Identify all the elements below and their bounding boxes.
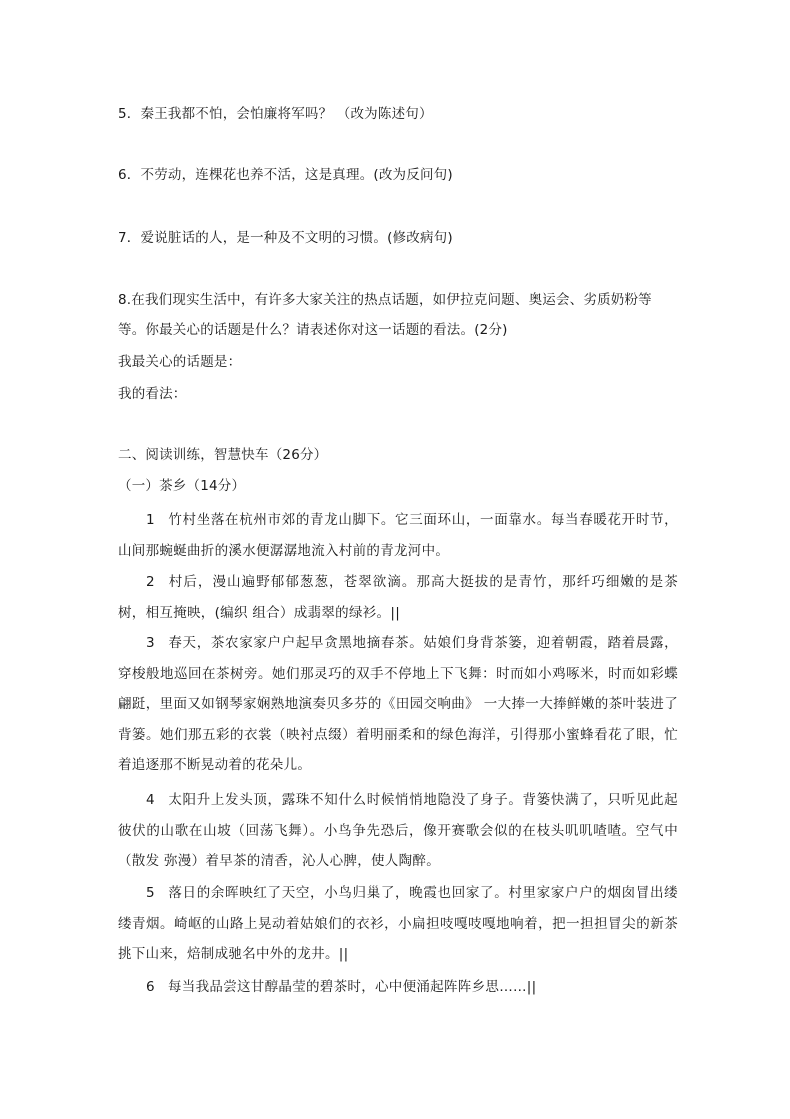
- question-8-topic-prompt: 我最关心的话题是：: [118, 354, 242, 370]
- passage-paragraph-5: [118, 878, 678, 970]
- question-8-opinion-prompt: 我的看法：: [118, 386, 187, 402]
- passage-paragraph-6: [118, 972, 678, 1003]
- passage-paragraph-2: [118, 567, 678, 628]
- paragraph-text: 每当我品尝这甘醇晶莹的碧茶时，心中便涌起阵阵乡思……||: [168, 979, 537, 995]
- question-8-line-2: 等。你最关心的话题是什么？请表述你对这一话题的看法。(2分): [118, 322, 508, 338]
- passage-paragraph-3: [118, 628, 678, 781]
- passage-paragraph-1: [118, 505, 678, 566]
- paragraph-number: 2: [146, 574, 155, 590]
- paragraph-text: 村后，漫山遍野郁郁葱葱，苍翠欲滴。那高大挺拔的是青竹，那纤巧细嫩的是茶树，相互掩映，(编织 组合）成翡翠的绿衫。||: [118, 574, 678, 621]
- passage-title: （一）茶乡（14分）: [118, 478, 246, 494]
- paragraph-text: 落日的余晖映红了天空，小鸟归巢了，晚霞也回家了。村里家家户户的烟囱冒出缕缕青烟。崎岖的山路上晃动着姑娘们的衣衫，小扁担吱嘎吱嘎地响着，把一担担冒尖的新茶挑下山来，焙制成驰名中外的龙井。||: [118, 885, 678, 962]
- paragraph-number: 1: [146, 512, 155, 528]
- passage-paragraph-4: [118, 785, 678, 877]
- section-2-heading: 二、阅读训练，智慧快车（26分）: [118, 447, 328, 463]
- question-7: 7．爱说脏话的人，是一种及不文明的习惯。(修改病句): [118, 230, 453, 246]
- paragraph-text: 春天，茶农家家户户起早贪黑地摘春茶。姑娘们身背茶篓，迎着朝霞，踏着晨露，穿梭般地巡回在茶树旁。她们那灵巧的双手不停地上下飞舞：时而如小鸡啄米，时而如彩蝶翩跹，里面又如钢琴家娴熟地演奏贝多芬的《田园交响曲》 一大捧一大捧鲜嫩的茶叶装进了背篓。她们那五彩的衣裳（映衬点缀）着明丽柔和的绿色海洋，引得那小蜜蜂看花了眼，忙着追逐那不断晃动着的花朵儿。: [118, 635, 678, 773]
- paragraph-number: 5: [146, 885, 155, 901]
- question-8-line-1: 8.在我们现实生活中，有许多大家关注的热点话题，如伊拉克问题、奥运会、劣质奶粉等: [118, 292, 652, 308]
- paragraph-number: 4: [146, 792, 155, 808]
- paragraph-text: 竹村坐落在杭州市郊的青龙山脚下。它三面环山，一面靠水。每当春暖花开时节，山间那蜿蜒曲折的溪水便潺潺地流入村前的青龙河中。: [118, 512, 678, 559]
- paragraph-text: 太阳升上发头顶，露珠不知什么时候悄悄地隐没了身子。背篓快满了，只听见此起彼伏的山歌在山坡（回荡飞舞）。小鸟争先恐后，像开赛歌会似的在枝头叽叽喳喳。空气中（散发 弥漫）着早茶的清香，沁人心脾，使人陶醉。: [118, 792, 678, 869]
- paragraph-number: 3: [146, 635, 155, 651]
- question-6: 6．不劳动，连棵花也养不活，这是真理。(改为反问句): [118, 167, 453, 183]
- question-5: 5．秦王我都不怕，会怕廉将军吗？ （改为陈述句）: [118, 106, 433, 122]
- paragraph-number: 6: [146, 979, 155, 995]
